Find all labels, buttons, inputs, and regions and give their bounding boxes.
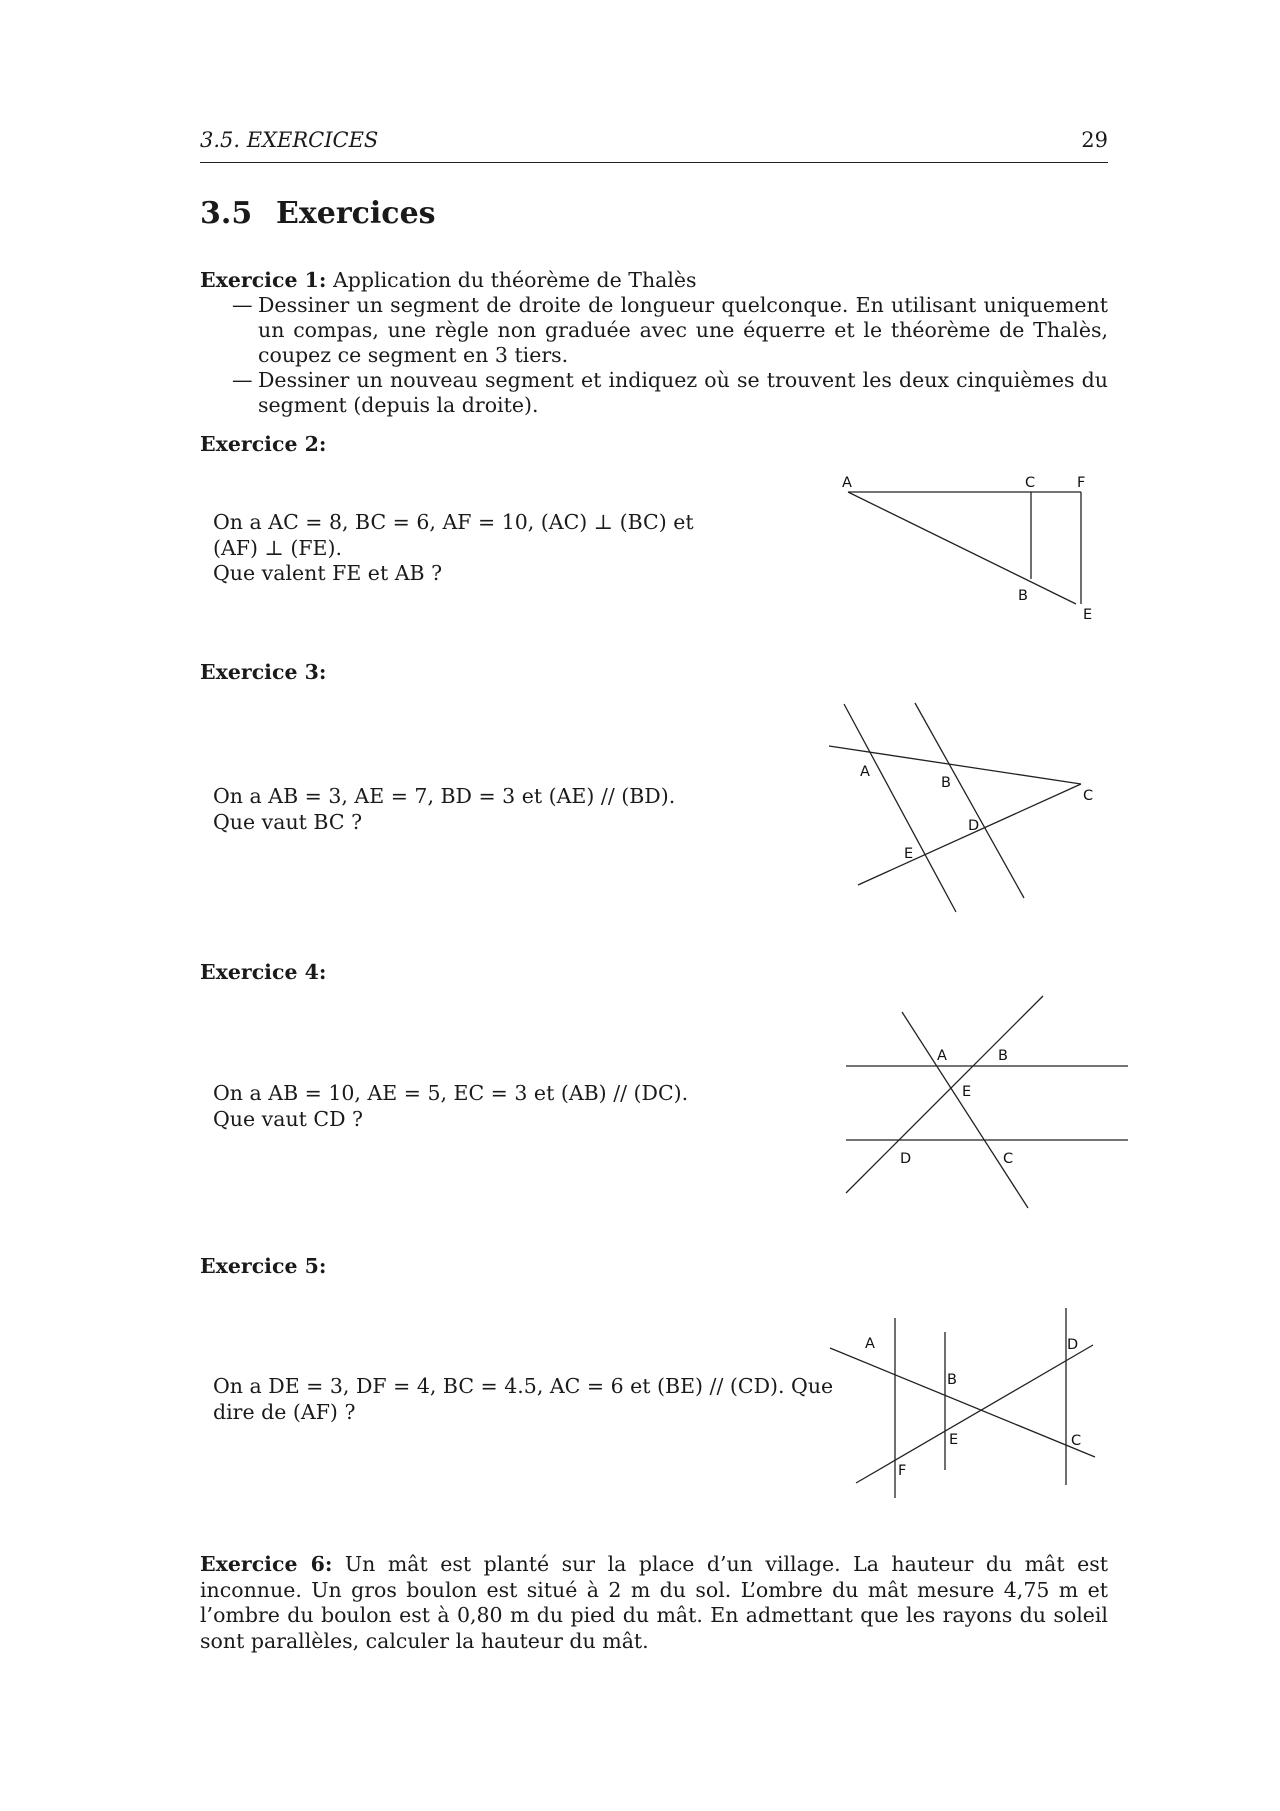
point-label-A: A <box>842 475 852 491</box>
line-AE <box>844 704 956 912</box>
exercise-2-line: On a AC = 8, BC = 6, AF = 10, (AC) ⊥ (BC) et <box>213 510 694 534</box>
exercise-4-label: Exercice 4: <box>200 960 327 984</box>
exercise-1-label: Exercice 1: <box>200 268 327 292</box>
exercise-4-line: Que vaut CD ? <box>213 1106 364 1131</box>
line-DF <box>856 1345 1093 1483</box>
point-label-A: A <box>860 764 870 780</box>
exercise-6 <box>200 1552 1108 1654</box>
point-label-E: E <box>962 1084 972 1100</box>
point-label-D: D <box>900 1151 912 1167</box>
segment-AE <box>848 492 1076 604</box>
exercise-6-text: Un mât est planté sur la place d’un village. La hauteur du mât est inconnue. Un gros boulon est situé à 2 m du sol. L’ombre du mât mesure 4,75 m et l’ombre du boulon est à 0,80 m du pied du mât. En admettant que les rayons du soleil sont parallèles, calculer la hauteur du mât. <box>200 1552 1108 1653</box>
point-label-B: B <box>947 1372 957 1388</box>
line-BD <box>915 703 1024 898</box>
exercise-3-line: Que vaut BC ? <box>213 809 363 834</box>
exercise-6-label: Exercice 6: <box>200 1552 333 1576</box>
point-label-C: C <box>1025 475 1036 491</box>
exercise-4-text <box>213 1081 688 1132</box>
exercise-5-text <box>213 1374 833 1425</box>
exercise-2-line: (AF) ⊥ (FE). <box>213 535 343 560</box>
line-AC <box>902 1012 1028 1208</box>
exercise-3-label: Exercice 3: <box>200 660 327 684</box>
exercise-1 <box>200 268 1108 418</box>
point-label-C: C <box>1003 1151 1014 1167</box>
exercise-3-figure <box>820 690 1120 930</box>
point-label-C: C <box>1071 1433 1082 1449</box>
exercise-2-text <box>213 510 694 587</box>
line-AC <box>830 1348 1095 1457</box>
point-label-E: E <box>949 1432 959 1448</box>
point-label-D: D <box>1067 1337 1079 1353</box>
exercise-5-label: Exercice 5: <box>200 1254 327 1278</box>
point-label-B: B <box>1018 588 1028 604</box>
list-item: — Dessiner un nouveau segment et indiquez où se trouvent les deux cinquièmes du segment (depuis la droite). <box>200 368 1108 418</box>
exercise-5-line: dire de (AF) ? <box>213 1399 356 1424</box>
point-label-A: A <box>865 1336 875 1352</box>
exercise-3-text <box>213 784 675 835</box>
point-label-E: E <box>904 846 914 862</box>
exercise-1-list <box>200 293 1108 418</box>
exercise-1-head <box>200 268 1108 293</box>
exercise-2-line: Que valent FE et AB ? <box>213 561 443 585</box>
exercise-2-label: Exercice 2: <box>200 432 327 456</box>
point-label-A: A <box>937 1048 947 1064</box>
line-EC <box>858 784 1081 885</box>
section-title <box>200 196 436 231</box>
exercise-4-figure <box>830 990 1140 1220</box>
point-label-C: C <box>1083 788 1094 804</box>
exercise-4-line: On a AB = 10, AE = 5, EC = 3 et (AB) // (DC). <box>213 1081 689 1105</box>
point-label-D: D <box>968 818 980 834</box>
section-number: 3.5 <box>200 196 253 231</box>
point-label-F: F <box>1077 475 1086 491</box>
section-title-text: Exercices <box>276 196 436 231</box>
exercise-5-figure <box>820 1300 1120 1510</box>
line-BD <box>846 996 1043 1193</box>
exercise-5-line: On a DE = 3, DF = 4, BC = 4.5, AC = 6 et (BE) // (CD). Que <box>213 1374 834 1398</box>
exercise-3-line: On a AB = 3, AE = 7, BD = 3 et (AE) // (BD). <box>213 784 676 808</box>
point-label-B: B <box>998 1048 1008 1064</box>
exercise-1-intro: Application du théorème de Thalès <box>333 268 697 292</box>
page-number: 29 <box>1081 128 1108 152</box>
point-label-E: E <box>1083 607 1093 623</box>
list-item: — Dessiner un segment de droite de longueur quelconque. En utilisant uniquement un compas, une règle non graduée avec une équerre et le théorème de Thalès, coupez ce segment en 3 tiers. <box>200 293 1108 368</box>
header-rule <box>200 162 1108 163</box>
running-head: 3.5. EXERCICES <box>200 128 379 152</box>
point-label-F: F <box>898 1463 907 1479</box>
point-label-B: B <box>941 775 951 791</box>
exercise-2-figure <box>820 460 1120 630</box>
